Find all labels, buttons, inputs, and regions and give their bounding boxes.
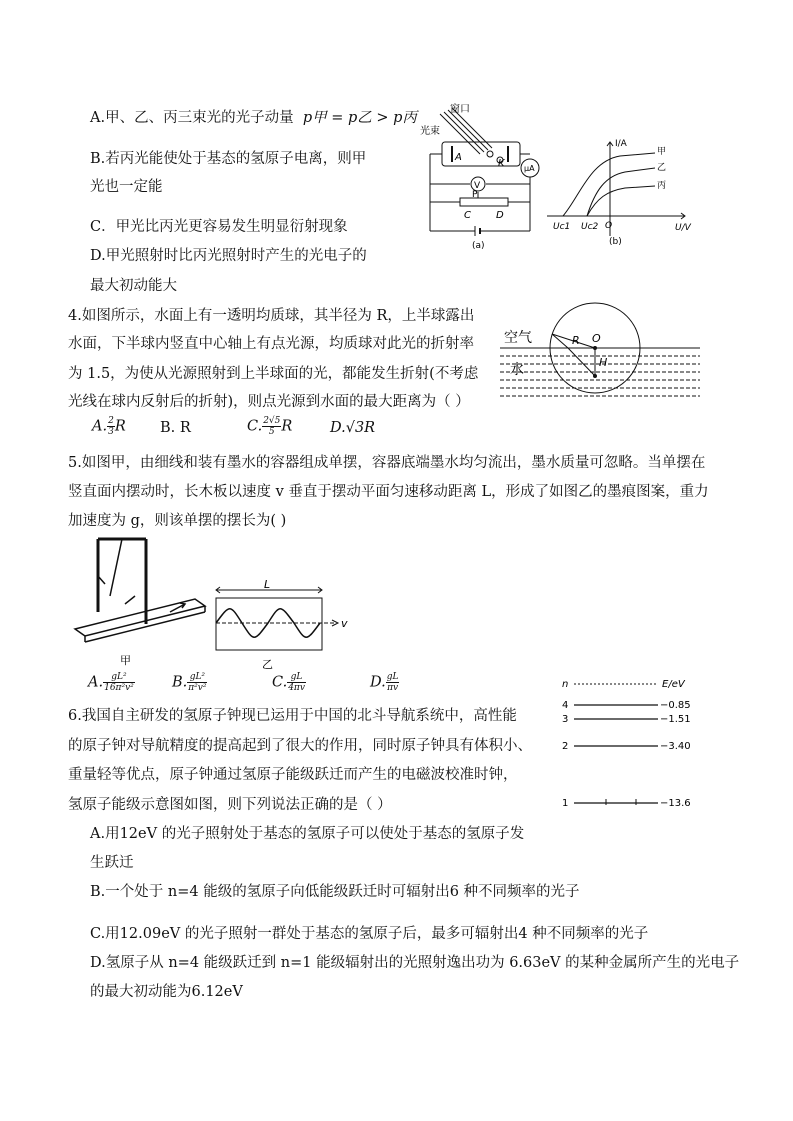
level-1-e: −13.6 [660,798,691,809]
q5-stem-line1: 5.如图甲，由细线和装有墨水的容器组成单摆，容器底端墨水均匀流出，墨水质量可忽略。当单摆在 [68,455,706,471]
curve-jia [563,153,655,216]
q4-stem-line4: 光线在球内反射后的折射)，则点光源到水面的最大距离为（ ） [68,394,470,410]
q5-stem-line3: 加速度为 g，则该单摆的摆长为( ) [68,513,287,529]
q6-option-b: B.一个处于 n=4 能级的氢原子向低能级跃迁时可辐射出6 种不同频率的光子 [90,884,580,900]
q6-stem-line4: 氢原子能级示意图如图，则下列说法正确的是（ ） [68,797,392,813]
q6-option-d-line1: D.氢原子从 n=4 能级跃迁到 n=1 能级辐射出的光照射逸出功为 6.63eV 的某种金属所产生的光电子 [90,955,740,971]
level-4-n: 4 [562,700,569,711]
q5-option-c: C. $\frac{gL}{4\pi v}$ [272,672,305,693]
q4-stem-line1: 4.如图所示，水面上有一透明均质球，其半径为 R，上半球露出 [68,308,475,324]
q4-option-a: A. $\frac{2}{3}$ R [92,416,126,437]
q4-stem-line2: 水面，下半球内竖直中心轴上有点光源，均质球对此光的折射率 [68,336,474,352]
q6-stem-line3: 重量轻等优点，原子钟通过氢原子能级跃迁而产生的电磁波校准时钟， [68,767,518,783]
q5-option-a: A. $\frac{\text{gL²}}{\text{16π²v²}}$ [88,672,134,693]
depth-label: H [599,356,608,369]
q4-option-c: C. $\frac{2√5}{5}$ R [247,416,293,437]
q6-option-c: C.用12.09eV 的光子照射一群处于基态的氢原子后，最多可辐射出4 种不同频率的光子 [90,926,649,942]
q5-option-d: D. $\frac{gL}{\pi v}$ [370,672,399,693]
sphere-in-water-figure [500,298,700,410]
level-2-e: −3.40 [660,741,691,752]
q6-stem-line1: 6.我国自主研发的氢原子钟现已运用于中国的北斗导航系统中，高性能 [68,708,517,724]
q3-option-d-line2: 最大初动能大 [90,278,177,294]
curve-jia-label: 甲 [657,147,667,157]
q6-option-a-line1: A.用12eV 的光子照射处于基态的氢原子可以使处于基态的氢原子发 [90,826,525,842]
iv-curve-figure [545,136,695,248]
beam-label: 光束 [420,126,440,137]
caption-a: (a) [472,241,485,251]
photoelectric-circuit-figure [420,98,540,251]
q6-option-a-line2: 生跃迁 [90,855,134,871]
n-header: n [562,679,569,690]
level-4-e: −0.85 [660,700,691,711]
level-1-n: 1 [562,798,569,809]
microammeter-label: μA [524,164,535,173]
curve-yi-label: 乙 [657,163,667,173]
radius-label: R [572,334,580,347]
curve-yi [587,168,655,216]
y-axis-label: I/A [615,139,627,149]
curve-bing [587,186,655,216]
pendulum-figure [70,534,210,666]
uc2-label: Uc2 [581,222,599,232]
length-label: L [264,578,271,591]
anode-label: A [455,152,462,163]
uc1-label: Uc1 [553,222,571,232]
e-header: E/eV [662,679,685,690]
q6-option-d-line2: 的最大初动能为6.12eV [90,984,243,1000]
curve-bing-label: 丙 [657,181,667,191]
q3-option-b-line2: 光也一定能 [90,179,163,195]
q4-option-b: B. R [160,420,191,436]
pendulum-string [110,539,122,596]
figure-yi-label: 乙 [262,658,273,671]
energy-level-diagram [558,675,698,815]
q4-option-d: D.√3R [330,420,376,436]
figure-jia-label: 甲 [120,654,131,667]
q3-option-d-line1: D.甲光照射时比丙光照射时产生的光电子的 [90,248,367,264]
q3-option-c: C．甲光比丙光更容易发生明显衍射现象 [90,219,348,235]
level-3-n: 3 [562,714,569,725]
air-label: 空气 [504,330,532,346]
water-label: 水 [510,362,524,378]
q4-stem-line3: 为 1.5，为使从光源照射到上半球面的光，都能发生折射(不考虑 [68,366,479,382]
q3-option-a-math: p甲 = p乙 > p丙 [302,110,417,126]
center-label: O [592,332,601,345]
rheostat [460,198,508,206]
window-label: 窗口 [450,104,470,115]
ink-trace-board [216,598,322,650]
caption-b: (b) [609,237,622,247]
q3-option-a: A.甲、乙、丙三束光的光子动量 p甲 = p乙 > p丙 [90,110,417,126]
level-2-n: 2 [562,741,569,752]
ink-trace-figure [214,580,354,672]
res-c-label: C [464,210,471,221]
velocity-label: v [341,617,348,630]
cathode-label: K [498,158,505,169]
res-d-label: D [496,210,504,221]
q5-stem-line2: 竖直面内摆动时，长木板以速度 v 垂直于摆动平面匀速移动距离 L，形成了如图乙的墨痕图案，重力 [68,484,709,500]
q6-stem-line2: 的原子钟对导航精度的提高起到了很大的作用，同时原子钟具有体积小、 [68,738,532,754]
slider-label: P [472,190,478,200]
x-axis-label: U/V [675,223,691,233]
level-3-e: −1.51 [660,714,691,725]
origin-label: O [605,221,613,231]
q3-option-b-line1: B.若丙光能使处于基态的氢原子电离，则甲 [90,151,367,167]
voltmeter-label: V [474,181,481,191]
q5-option-b: B. $\frac{\text{gL²}}{\text{π²v²}}$ [172,672,207,693]
